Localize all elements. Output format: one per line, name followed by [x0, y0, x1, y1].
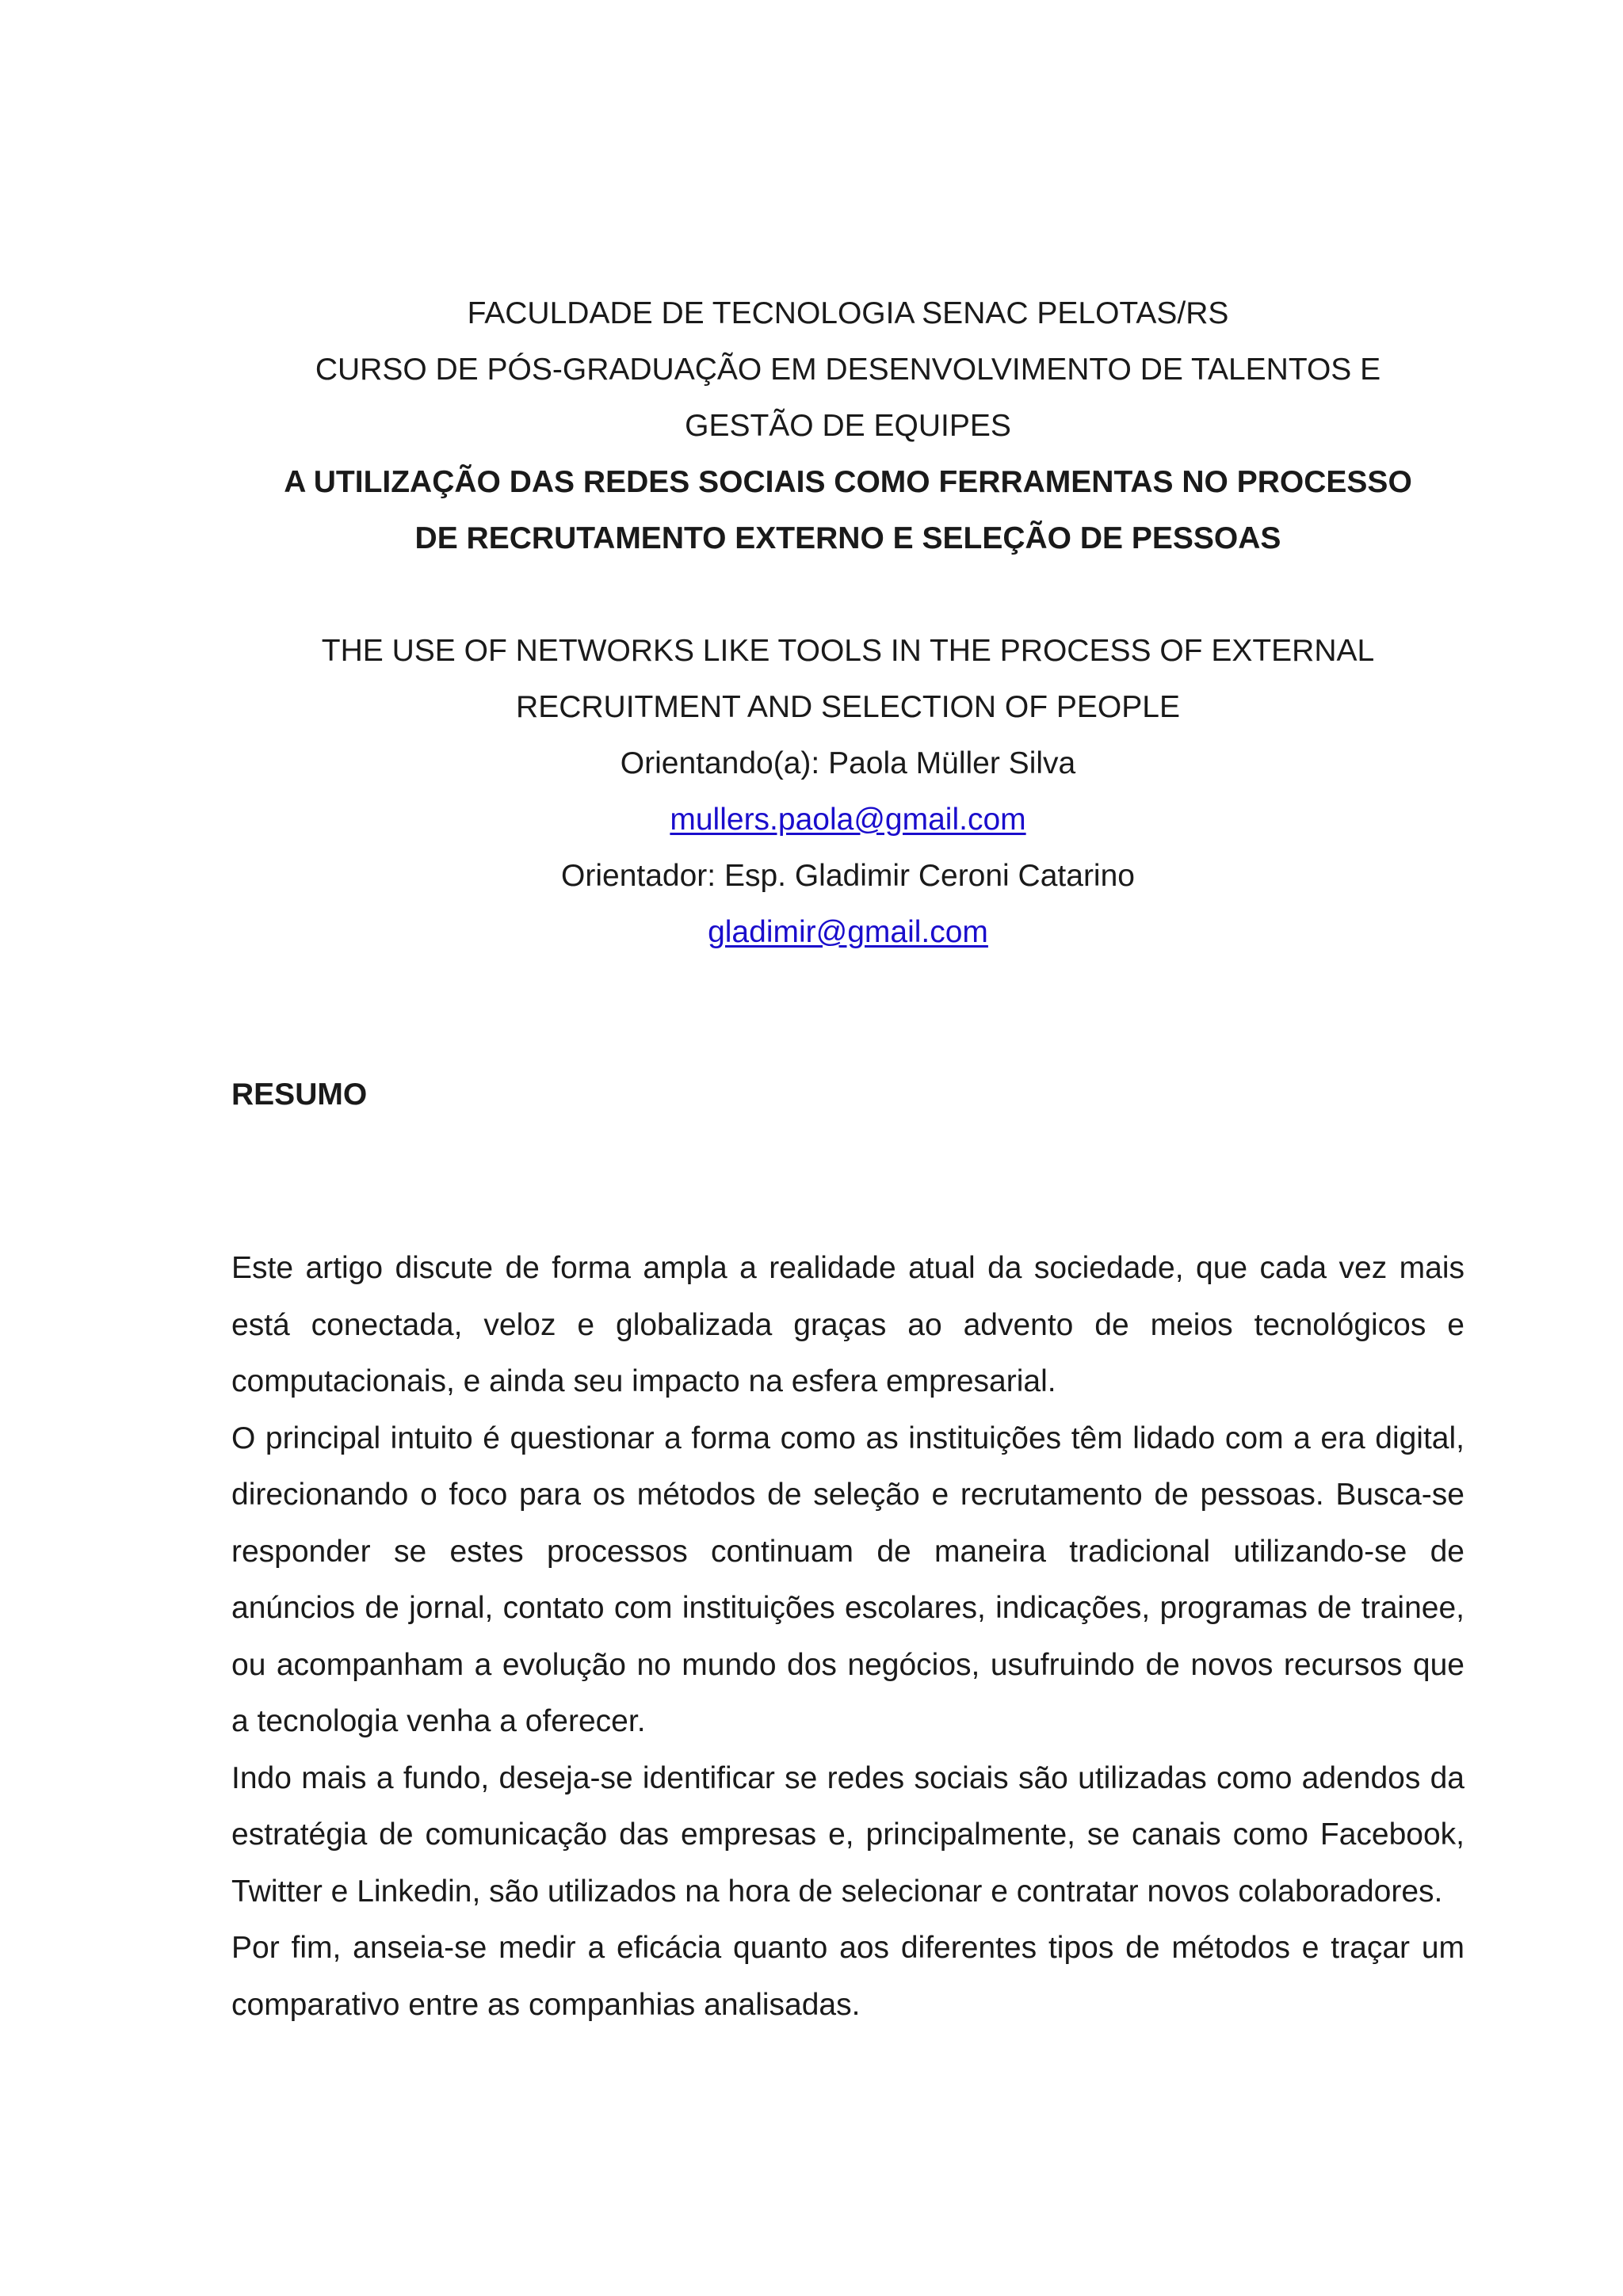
article-title-en-line-2: RECRUITMENT AND SELECTION OF PEOPLE: [516, 690, 1180, 724]
abstract-paragraph-3: Indo mais a fundo, deseja-se identificar se redes sociais são utilizadas como adendos da estratégia de comunicação das empresas e, principalmente, se canais como Facebook, Twitter e Linkedin, são utilizados na hora de selecionar e contratar novos colaboradores.: [231, 1760, 1465, 1909]
abstract-paragraph-2: O principal intuito é questionar a forma como as instituições têm lidado com a era digital, direcionando o foco para os métodos de seleção e recrutamento de pessoas. Busca-se responder se estes processos continuam de maneira tradicional utilizando-se de anúncios de jornal, contato com instituições escolares, indicações, programas de trainee, ou acompanham a evolução no mundo dos negócios, usufruindo de novos recursos que a tecnologia venha a oferecer.: [231, 1421, 1465, 1738]
course-name-line-1: CURSO DE PÓS-GRADUAÇÃO EM DESENVOLVIMENTO DE TALENTOS E: [315, 353, 1381, 387]
abstract-paragraph-4: Por fim, anseia-se medir a eficácia quanto aos diferentes tipos de métodos e traçar um comparativo entre as companhias analisadas.: [231, 1931, 1465, 2022]
advisor-email-link[interactable]: gladimir@gmail.com: [708, 915, 988, 949]
student-email-link[interactable]: mullers.paola@gmail.com: [670, 803, 1026, 837]
abstract-heading: RESUMO: [231, 1077, 368, 1112]
course-name-line-2: GESTÃO DE EQUIPES: [685, 409, 1011, 443]
title-block: [230, 285, 1466, 960]
advisor-email-line: [230, 904, 1466, 960]
title-spacer: [230, 566, 1466, 623]
student-email-line: [230, 791, 1466, 848]
student-name: Orientando(a): Paola Müller Silva: [620, 746, 1076, 780]
advisor-name: Orientador: Esp. Gladimir Ceroni Catarino: [561, 859, 1135, 893]
article-title-pt-line-2: DE RECRUTAMENTO EXTERNO E SELEÇÃO DE PESSOAS: [414, 521, 1281, 555]
abstract-paragraph-1: Este artigo discute de forma ampla a realidade atual da sociedade, que cada vez mais está conectada, veloz e globalizada graças ao advento de meios tecnológicos e computacionais, e ainda seu impacto na esfera empresarial.: [231, 1251, 1465, 1398]
institution-name: FACULDADE DE TECNOLOGIA SENAC PELOTAS/RS: [467, 296, 1229, 330]
article-title-en-line-1: THE USE OF NETWORKS LIKE TOOLS IN THE PROCESS OF EXTERNAL: [321, 634, 1375, 668]
article-title-pt-line-1: A UTILIZAÇÃO DAS REDES SOCIAIS COMO FERRAMENTAS NO PROCESSO: [284, 465, 1412, 499]
abstract-body: [231, 1240, 1465, 2033]
